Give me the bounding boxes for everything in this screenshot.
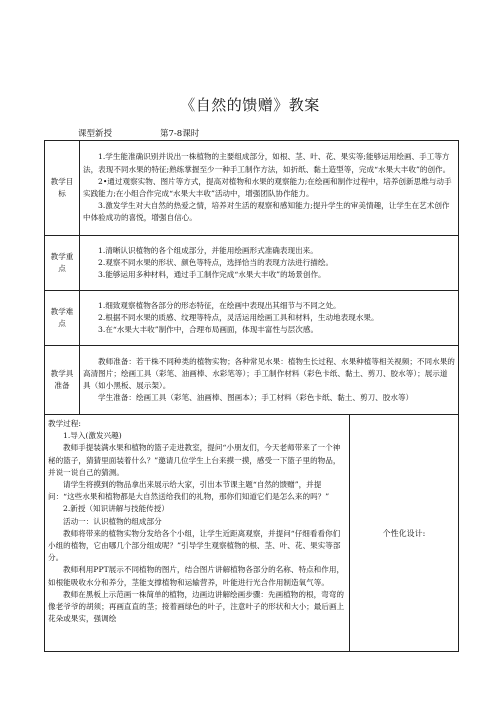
process-paragraph: 教师在黑板上示范画一株简单的植物，边画边讲解绘画步骤：先画植物的根，弯弯的像老爷爷的胡须；再画直直的茎；接着画绿色的叶子，注意叶子的形状和大小；最后画上花朵或果实，强调绘 [48,589,345,624]
objective-2: 2•通过观察实物、图片等方式，提高对植物和水果的观察能力;在绘画和制作过程中，培养创新思维与动手实践能力;在小组合作完成“水果大丰收”活动中，增强团队协作能力。 [83,176,452,198]
document-title: 《自然的馈赠》教案 [180,96,320,114]
key-point-2: 2.观察不同水果的形状、颜色等特点，选择恰当的表现方法进行描绘。 [98,257,334,267]
key-point-1: 1.清晰认识植物的各个组成部分，并能用绘画形式准确表现出来。 [98,245,318,255]
process-heading: 教学过程: [48,419,81,428]
key-points-content [80,236,459,291]
key-points-label: 教学重点 [45,236,80,291]
process-paragraph: 2.新授（知识讲解与技能传授） [63,504,169,514]
difficulty-3: 3.在“水果大丰收”制作中，合理布局画面，体现丰富性与层次感。 [98,325,319,335]
key-point-3: 3.能够运用多种材料，通过手工制作完成“水果大丰收”的场景创作。 [98,270,326,280]
preparation-row [45,346,459,415]
process-row [45,415,459,652]
course-type: 课型新授 [78,129,113,139]
process-paragraph: 教师利用PPT展示不同植物的图片，结合图片讲解植物各部分的名称、特点和作用，如根能吸收水分和养分，茎能支撑植物和运输营养，叶能进行光合作用制造氧气等。 [48,565,345,587]
student-preparation: 学生准备：绘画工具（彩笔、油画棒、图画本）；手工材料（彩色卡纸、黏土、剪刀、胶水等） [98,393,414,403]
objectives-content [80,141,459,236]
key-points-row [45,236,459,291]
preparation-content [80,346,459,415]
process-content [45,415,350,652]
objectives-label: 教学目标 [45,141,80,236]
lesson-plan-table [44,140,459,652]
personalized-design-cell [350,415,459,652]
process-paragraph: 活动一：认识植物的组成部分 [63,516,162,526]
difficulties-content [80,291,459,346]
difficulty-1: 1.细致观察植物各部分的形态特征，在绘画中表现出其细节与不同之处。 [98,300,341,310]
preparation-label: 教学具准备 [45,346,80,415]
objectives-row [45,141,459,236]
difficulties-label: 教学难点 [45,291,80,346]
lesson-time: 第7-8课时 [160,129,200,139]
process-paragraph: 1.导入(激发兴趣) [63,431,122,441]
difficulties-row [45,291,459,346]
teacher-preparation: 教师准备：若干株不同种类的植物实物；各种常见水果：植物生长过程、水果种植等相关视频；不同水果的高清图片；绘画工具（彩笔、油画棒、水彩笔等）；手工制作材料（彩色卡纸、黏土、剪刀、胶水等）；展示道具（如小黑板、展示架）。 [83,356,455,390]
objective-3: 3.激发学生对大自然的热爱之情，培养对生活的观察和感知能力;提升学生的审美情趣，让学生在艺术创作中体验成功的喜悦，增强自信心。 [83,201,450,223]
objective-1: 1.学生能准确识别并说出一株植物的主要组成部分，如根、茎、叶、花、果实等;能够运用绘画、手工等方法，表现不同水果的特征;熟练掌握至少一种手工制作方法，如折纸、黏土造型等，完成“水果大丰收”的创作。 [83,152,451,174]
process-paragraph: 教师将带来的植物实物分发给各个小组，让学生近距离观察，并提问“仔细看看你们小组的植物，它由哪几个部分组成呢？”引导学生观察植物的根、茎、叶、花、果实等部分。 [48,528,341,563]
process-paragraph: 教师手提装满水果和植物的篮子走进教室，提问“小朋友们，今天老师带来了一个神秘的篮子，猜猜里面装着什么？”邀请几位学生上台来摸一摸，感受一下篮子里的物品，并说一说自己的猜测。 [48,443,341,477]
process-paragraph: 请学生将摸到的物品拿出来展示给大家，引出本节课主题“自然的馈赠”，并提问：“这些水果和植物都是大自然送给我们的礼物，那你们知道它们是怎么来的吗？” [48,480,330,502]
personalized-design-heading: 个性化设计: [382,528,426,538]
difficulty-2: 2.根据不同水果的质感、纹理等特点，灵活运用绘画工具和材料，生动地表现水果。 [98,312,379,322]
